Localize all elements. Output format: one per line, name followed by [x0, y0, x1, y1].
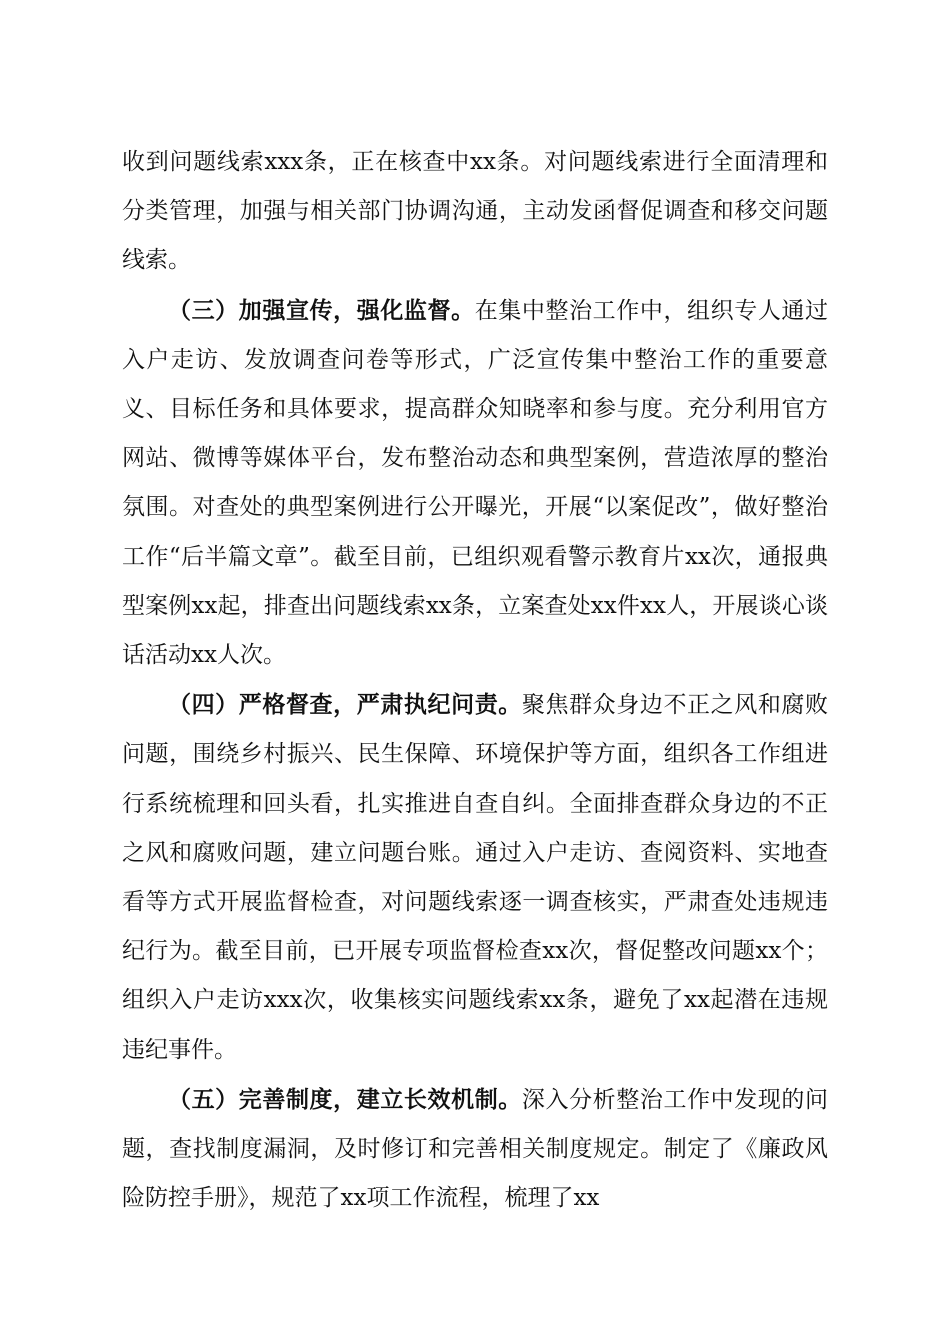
paragraph-section-4: [122, 680, 828, 1075]
paragraph-section-3: [122, 286, 828, 681]
paragraph-text: 收到问题线索xxx条，正在核查中xx条。对问题线索进行全面清理和分类管理，加强与相关部门协调沟通，主动发函督促调查和移交问题线索。: [122, 149, 828, 274]
paragraph-text: 聚焦群众身边不正之风和腐败问题，围绕乡村振兴、民生保障、环境保护等方面，组织各工作组进行系统梳理和回头看，扎实推进自查自纠。全面排查群众身边的不正之风和腐败问题，建立问题台账。通过入户走访、查阅资料、实地查看等方式开展监督检查，对问题线索逐一调查核实，严肃查处违规违纪行为。截至目前，已开展专项监督检查xx次，督促整改问题xx个；组织入户走访xxx次，收集核实问题线索xx条，避免了xx起潜在违规违纪事件。: [122, 692, 829, 1063]
section-heading: （四）严格督查，严肃执纪问责。: [168, 691, 522, 719]
paragraph-text: 在集中整治工作中，组织专人通过入户走访、发放调查问卷等形式，广泛宣传集中整治工作的重要意义、目标任务和具体要求，提高群众知晓率和参与度。充分利用官方网站、微博等媒体平台，发布整治动态和典型案例，营造浓厚的整治氛围。对查处的典型案例进行公开曝光，开展“以案促改”，做好整治工作“后半篇文章”。截至目前，已组织观看警示教育片xx次，通报典型案例xx起，排查出问题线索xx条，立案查处xx件xx人，开展谈心谈话活动xx人次。: [122, 297, 829, 669]
section-heading: （三）加强宣传，强化监督。: [168, 296, 475, 324]
paragraph-continuation: [122, 138, 828, 286]
section-heading: （五）完善制度，建立长效机制。: [168, 1085, 522, 1113]
paragraph-section-5: [122, 1075, 828, 1224]
document-body: [122, 138, 828, 1223]
paragraph-text: 深入分析整治工作中发现的问题，查找制度漏洞，及时修订和完善相关制度规定。制定了《廉政风险防控手册》，规范了xx项工作流程，梳理了xx: [122, 1086, 829, 1212]
